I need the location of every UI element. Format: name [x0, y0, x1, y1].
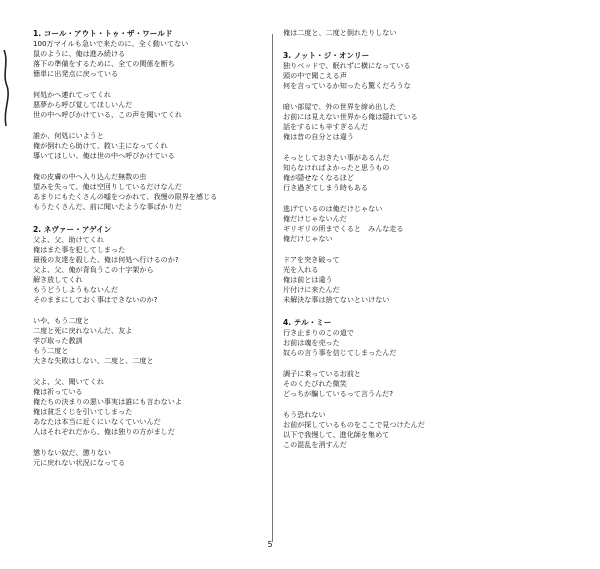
song-title: 2. ネヴァー・アゲイン	[33, 225, 112, 234]
lyric-stanza	[33, 235, 268, 305]
lyric-line: もう二度と	[33, 346, 69, 355]
lyric-line: 俺は前とは違う	[283, 275, 333, 284]
lyric-line: 父よ、父、聞いてくれ	[33, 377, 104, 386]
lyric-line: 何を言っているか知ったら驚くだろうな	[283, 81, 411, 90]
lyric-line: もう恐れない	[283, 410, 326, 419]
song-title: 1. コール・アウト・トゥ・ザ・ワールド	[33, 29, 173, 38]
lyric-line: 俺だけじゃないんだ	[283, 214, 347, 223]
lyric-line: あなたは本当に近くにいなくていいんだ	[33, 417, 161, 426]
lyric-line: 望みを失って、俺は空回りしているだけなんだ	[33, 182, 182, 191]
page-number: 5	[267, 540, 273, 549]
lyric-line: 元に戻れない状況になってる	[33, 458, 126, 467]
lyric-line: 以下で我慢して、進化師を集めて	[283, 430, 390, 439]
lyric-line: 俺の皮膚の中へ入り込んだ無数の虫	[33, 172, 147, 181]
song-block	[283, 317, 583, 450]
lyric-line: 俺が倒れたら助けて、救い主になってくれ	[33, 141, 168, 150]
lyric-line: 頭の中で聞こえる声	[283, 71, 347, 80]
lyric-line: 俺は貧乏くじを引いてしまった	[33, 407, 133, 416]
lyric-line: 誰か、何処にいようと	[33, 131, 104, 140]
lyric-stanza	[33, 39, 268, 79]
lyric-line: 大きな失敗はしない、二度と、二度と	[33, 356, 154, 365]
lyric-line: 導いてほしい、俺は世の中へ呼びかけている	[33, 151, 175, 160]
lyric-line: 俺が隠せなくなるほど	[283, 173, 354, 182]
lyric-line: 俺はまた事を犯してしまった	[33, 245, 126, 254]
lyric-line: 未解決な事は捨てないといけない	[283, 295, 390, 304]
lyric-line: 俺は二度と、二度と倒れたりしない	[283, 28, 397, 37]
lyric-line: 行き過ぎてしまう時もある	[283, 183, 369, 192]
lyric-line: お前には見えない世界から俺は隠れている	[283, 112, 418, 121]
right-lyrics-column	[283, 28, 583, 462]
lyric-line: 父よ、父、俺が背負うこの十字架から	[33, 265, 154, 274]
lyric-line: 最後の友達を殺した、俺は何処へ行けるのか?	[33, 255, 179, 264]
lyric-line: 調子に乗っているお前と	[283, 369, 362, 378]
lyric-line: そのくたびれた微笑	[283, 379, 347, 388]
lyric-stanza	[283, 369, 583, 399]
song-block	[33, 28, 268, 212]
lyric-line: 学び取った教訓	[33, 336, 83, 345]
lyric-line: 人はそれぞれだから、俺は独りの方がましだ	[33, 427, 175, 436]
lyric-stanza	[33, 316, 268, 366]
lyric-line: 奴らの言う事を信じてしまったんだ	[283, 348, 397, 357]
lyric-line: 悪夢から呼び覚してほしいんだ	[33, 100, 133, 109]
lyric-line: そっとしておきたい事があるんだ	[283, 153, 390, 162]
lyric-line: あまりにもたくさんの嘘をつかれて、我慢の限界を感じる	[33, 192, 218, 201]
lyric-line: 行き止まりのこの道で	[283, 328, 354, 337]
lyric-line: 知らなければよかったと思うもの	[283, 163, 390, 172]
lyric-stanza	[33, 172, 268, 212]
lyric-stanza	[283, 410, 583, 450]
lyric-stanza	[283, 204, 583, 244]
lyric-stanza	[283, 153, 583, 193]
lyric-line: もうたくさんだ、前に聞いたような事ばかりだ	[33, 202, 182, 211]
lyric-line: この混乱を消すんだ	[283, 440, 347, 449]
lyric-line: 俺だけじゃない	[283, 234, 333, 243]
lyric-line: 話をするにも辛すぎるんだ	[283, 122, 369, 131]
lyric-line: 100万マイルも急いで来たのに、全く動いてない	[33, 39, 189, 48]
lyric-line: 世の中へ呼びかけている、この声を聞いてくれ	[33, 110, 182, 119]
lyric-line: 鼠のように、俺は進み続ける	[33, 49, 126, 58]
pen-scribble-mark	[0, 48, 14, 128]
lyric-line: 俺は昔の自分とは違う	[283, 132, 354, 141]
lyric-line: 光を入れる	[283, 265, 319, 274]
lyric-line: もうどうしようもないんだ	[33, 285, 119, 294]
lyric-stanza	[283, 328, 583, 358]
lyric-line: ギリギリの所までくると みんな走る	[283, 224, 404, 233]
lyric-line: どっちが騙しているって言うんだ?	[283, 389, 394, 398]
lyric-stanza	[283, 61, 583, 91]
lyric-line: 何処かへ連れてってくれ	[33, 90, 112, 99]
lyric-line: 父よ、父、助けてくれ	[33, 235, 104, 244]
lyric-line: お前は魂を売った	[283, 338, 340, 347]
lyric-line: 落下の準備をするために、全ての関係を断ち	[33, 59, 175, 68]
song-title: 4. テル・ミー	[283, 318, 332, 327]
lyric-stanza	[33, 377, 268, 437]
song-title: 3. ノット・ジ・オンリー	[283, 51, 370, 60]
lyric-line: 俺たちの決まりの悪い事実は誰にも言わないよ	[33, 397, 182, 406]
lyric-line: いや、もう二度と	[33, 316, 90, 325]
lyric-line: 二度と死に戻れないんだ、友よ	[33, 326, 133, 335]
lyric-stanza	[33, 90, 268, 120]
lyric-stanza	[283, 28, 583, 38]
song-block	[33, 224, 268, 468]
lyric-line: お前が探しているものをここで見つけたんだ	[283, 420, 425, 429]
lyric-stanza	[33, 448, 268, 468]
lyric-line: 独りベッドで、眠れずに横になっている	[283, 61, 411, 70]
lyric-line: 俺は祈っている	[33, 387, 83, 396]
lyric-line: 逃げているのは俺だけじゃない	[283, 204, 383, 213]
page-divider	[272, 34, 273, 542]
lyric-line: 暗い部屋で、外の世界を締め出した	[283, 102, 397, 111]
lyric-stanza	[283, 255, 583, 305]
song-block	[283, 50, 583, 305]
lyric-stanza	[33, 131, 268, 161]
song-block	[283, 28, 583, 38]
lyric-line: 解き放してくれ	[33, 275, 83, 284]
lyric-stanza	[283, 102, 583, 142]
lyric-line: 簡単に出発点に戻っている	[33, 69, 119, 78]
left-lyrics-column	[33, 28, 268, 480]
lyric-line: 片付けに来たんだ	[283, 285, 340, 294]
lyric-line: そのままにしておく事はできないのか?	[33, 295, 158, 304]
lyric-line: ドアを突き破って	[283, 255, 340, 264]
lyric-line: 懲りない奴だ、懲りない	[33, 448, 112, 457]
